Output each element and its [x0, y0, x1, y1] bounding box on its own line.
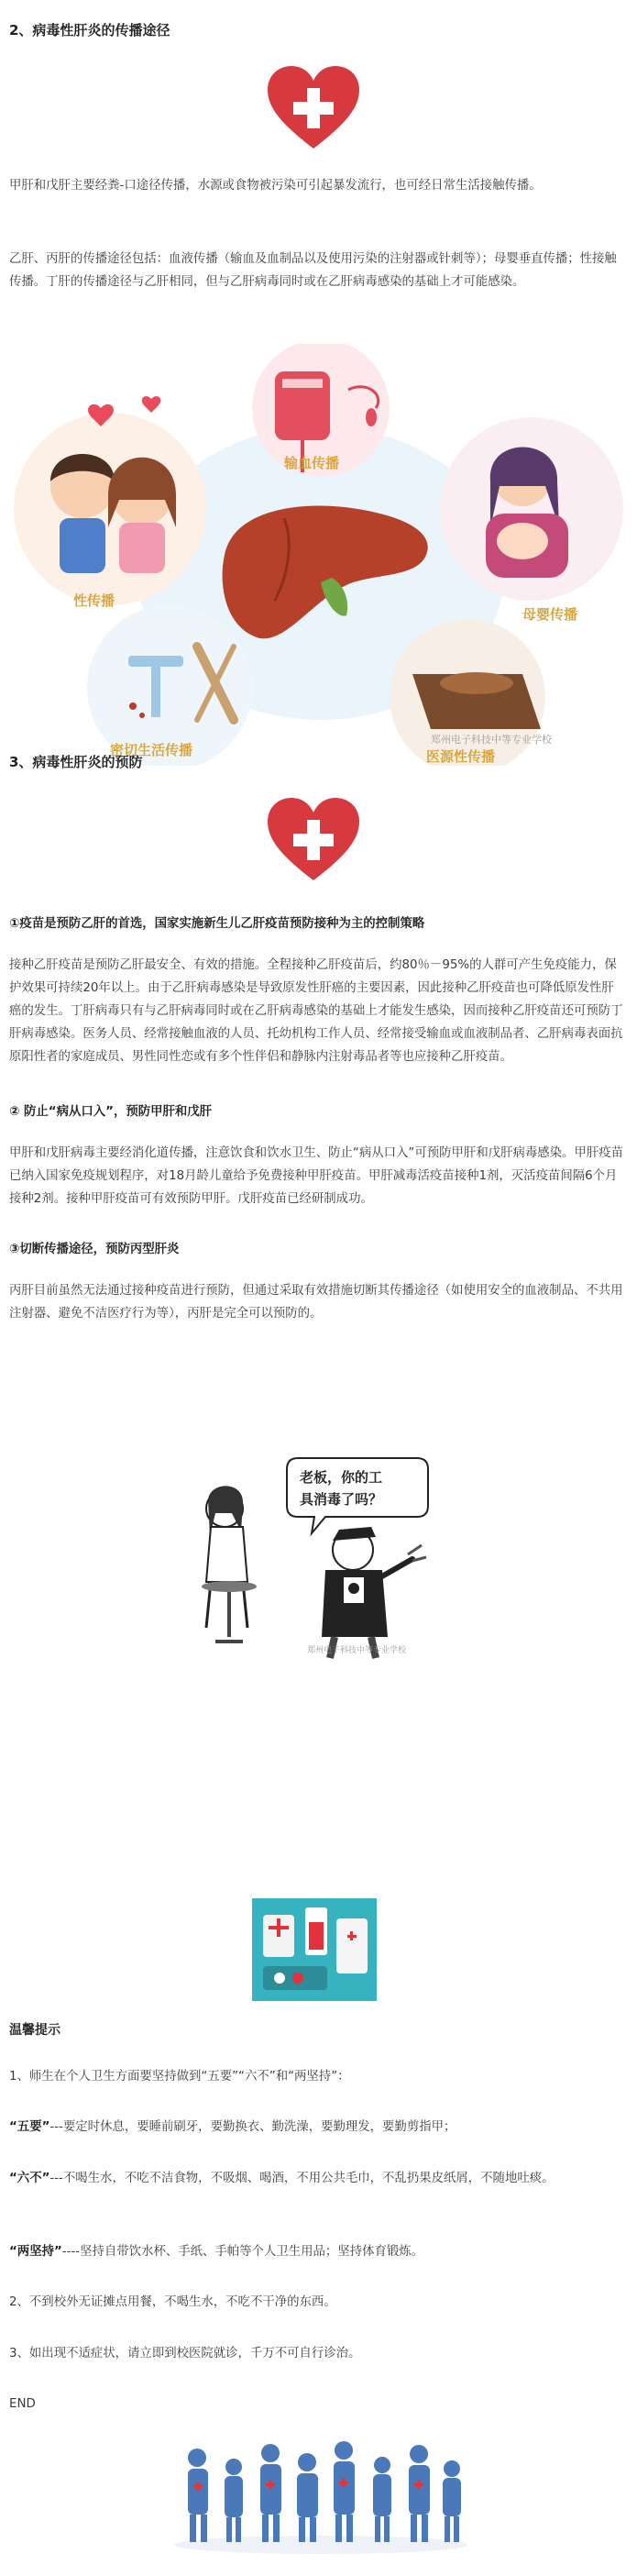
end-marker: END	[9, 2397, 36, 2411]
tips-five-musts	[9, 2116, 625, 2139]
speech-line-2: 具消毒了吗？	[300, 1491, 383, 1508]
section-title-transmission: 2、病毒性肝炎的传播途径	[9, 22, 170, 39]
medical-banner-image	[252, 1898, 377, 2001]
cartoon-watermark: 郑州电子科技中等专业学校	[307, 1646, 407, 1655]
label-sex: 性传播	[73, 592, 115, 609]
tips-line-2: 2、不到校外无证摊点用餐，不喝生水，不吃不干净的东西。	[9, 2295, 336, 2309]
six-donts-text: ---不喝生水，不吃不洁食物，不吸烟、喝酒，不用公共毛巾，不乱扔果皮纸屑，不随地吐痰。	[49, 2172, 555, 2185]
two-persist-label: “两坚持”	[9, 2245, 62, 2259]
tips-line-3: 3、如出现不适症状，请立即到校医院就诊，千万不可自行诊治。	[9, 2347, 361, 2360]
section-title-prevention: 3、病毒性肝炎的预防	[9, 754, 143, 770]
five-musts-label: “五要”	[9, 2120, 50, 2134]
tips-line-1: 1、师生在个人卫生方面要坚持做到“五要”“六不”和“两坚持”：	[9, 2070, 350, 2084]
speech-line-1: 老板，你的工	[300, 1469, 383, 1486]
prevention-item-2-text: 甲肝和戊肝病毒主要经消化道传播，注意饮食和饮水卫生、防止“病从口入”可预防甲肝和戊肝病毒感染。甲肝疫苗已纳入国家免疫规划程序，对18月龄儿童给予免费接种甲肝疫苗。甲肝减毒活疫苗接种1剂，灭活疫苗间隔6个月接种2剂。接种甲肝疫苗可有效预防甲肝。戊肝疫苗已经研制成功。	[9, 1146, 624, 1206]
heart-plus-icon-2	[264, 796, 363, 884]
label-mother: 母婴传播	[522, 606, 578, 623]
transmission-para-2: 乙肝、丙肝的传播途径包括：血液传播（输血及血制品以及使用污染的注射器或针刺等）；母婴垂直传播；性接触传播。丁肝的传播途径与乙肝相同，但与乙肝病毒同时或在乙肝病毒感染的基础上才可能感染。	[9, 252, 617, 289]
heart-plus-icon	[264, 64, 363, 152]
tips-six-donts	[9, 2167, 625, 2190]
prevention-item-3-text: 丙肝目前虽然无法通过接种疫苗进行预防，但通过采取有效措施切断其传播途径（如使用安全的血液制品、不共用注射器、避免不洁医疗行为等），丙肝是完全可以预防的。	[9, 1284, 623, 1321]
label-daily: 密切生活传播	[110, 742, 193, 758]
five-musts-text: ---要定时休息，要睡前刷牙，要勤换衣、勤洗澡，要勤理发，要勤剪指甲；	[49, 2120, 456, 2134]
diagram-watermark: 郑州电子科技中等专业学校	[431, 734, 552, 746]
barber-cartoon	[188, 1449, 454, 1660]
tips-title: 温馨提示	[9, 2023, 60, 2038]
label-blood: 输血传播	[284, 455, 340, 471]
prevention-item-2-title: ② 防止“病从口入”，预防甲肝和戊肝	[9, 1105, 213, 1119]
transmission-para-1: 甲肝和戊肝主要经粪-口途径传播，水源或食物被污染可引起暴发流行，也可经日常生活接触传播。	[9, 179, 542, 193]
two-persist-text: ----坚持自带饮水杯、手纸、手帕等个人卫生用品；坚持体育锻炼。	[61, 2245, 424, 2259]
label-medical: 医源性传播	[426, 748, 496, 765]
prevention-item-1-text: 接种乙肝疫苗是预防乙肝最安全、有效的措施。全程接种乙肝疫苗后，约80％－95%的人群可产生免疫能力，保护效果可持续20年以上。由于乙肝病毒感染是导致原发性肝癌的主要因素，因此接种乙肝疫苗也可降低原发性肝癌的发生。丁肝病毒只有与乙肝病毒同时或在乙肝病毒感染的基础上才能发生感染，因而接种乙肝疫苗还可预防丁肝病毒感染。医务人员、经常接触血液的人员、托幼机构工作人员、经常接受输血或血液制品者、乙肝病毒表面抗原阳性者的家庭成员、男性同性恋或有多个性伴侣和静脉内注射毒品者等也应接种乙肝疫苗。	[9, 958, 623, 1064]
transmission-routes-diagram	[9, 344, 628, 766]
medical-staff-illustration	[170, 2430, 472, 2554]
prevention-item-1-title: ①疫苗是预防乙肝的首选，国家实施新生儿乙肝疫苗预防接种为主的控制策略	[9, 917, 425, 931]
prevention-item-3-title: ③切断传播途径，预防丙型肝炎	[9, 1243, 180, 1256]
six-donts-label: “六不”	[9, 2172, 50, 2185]
tips-two-persist	[9, 2240, 625, 2263]
